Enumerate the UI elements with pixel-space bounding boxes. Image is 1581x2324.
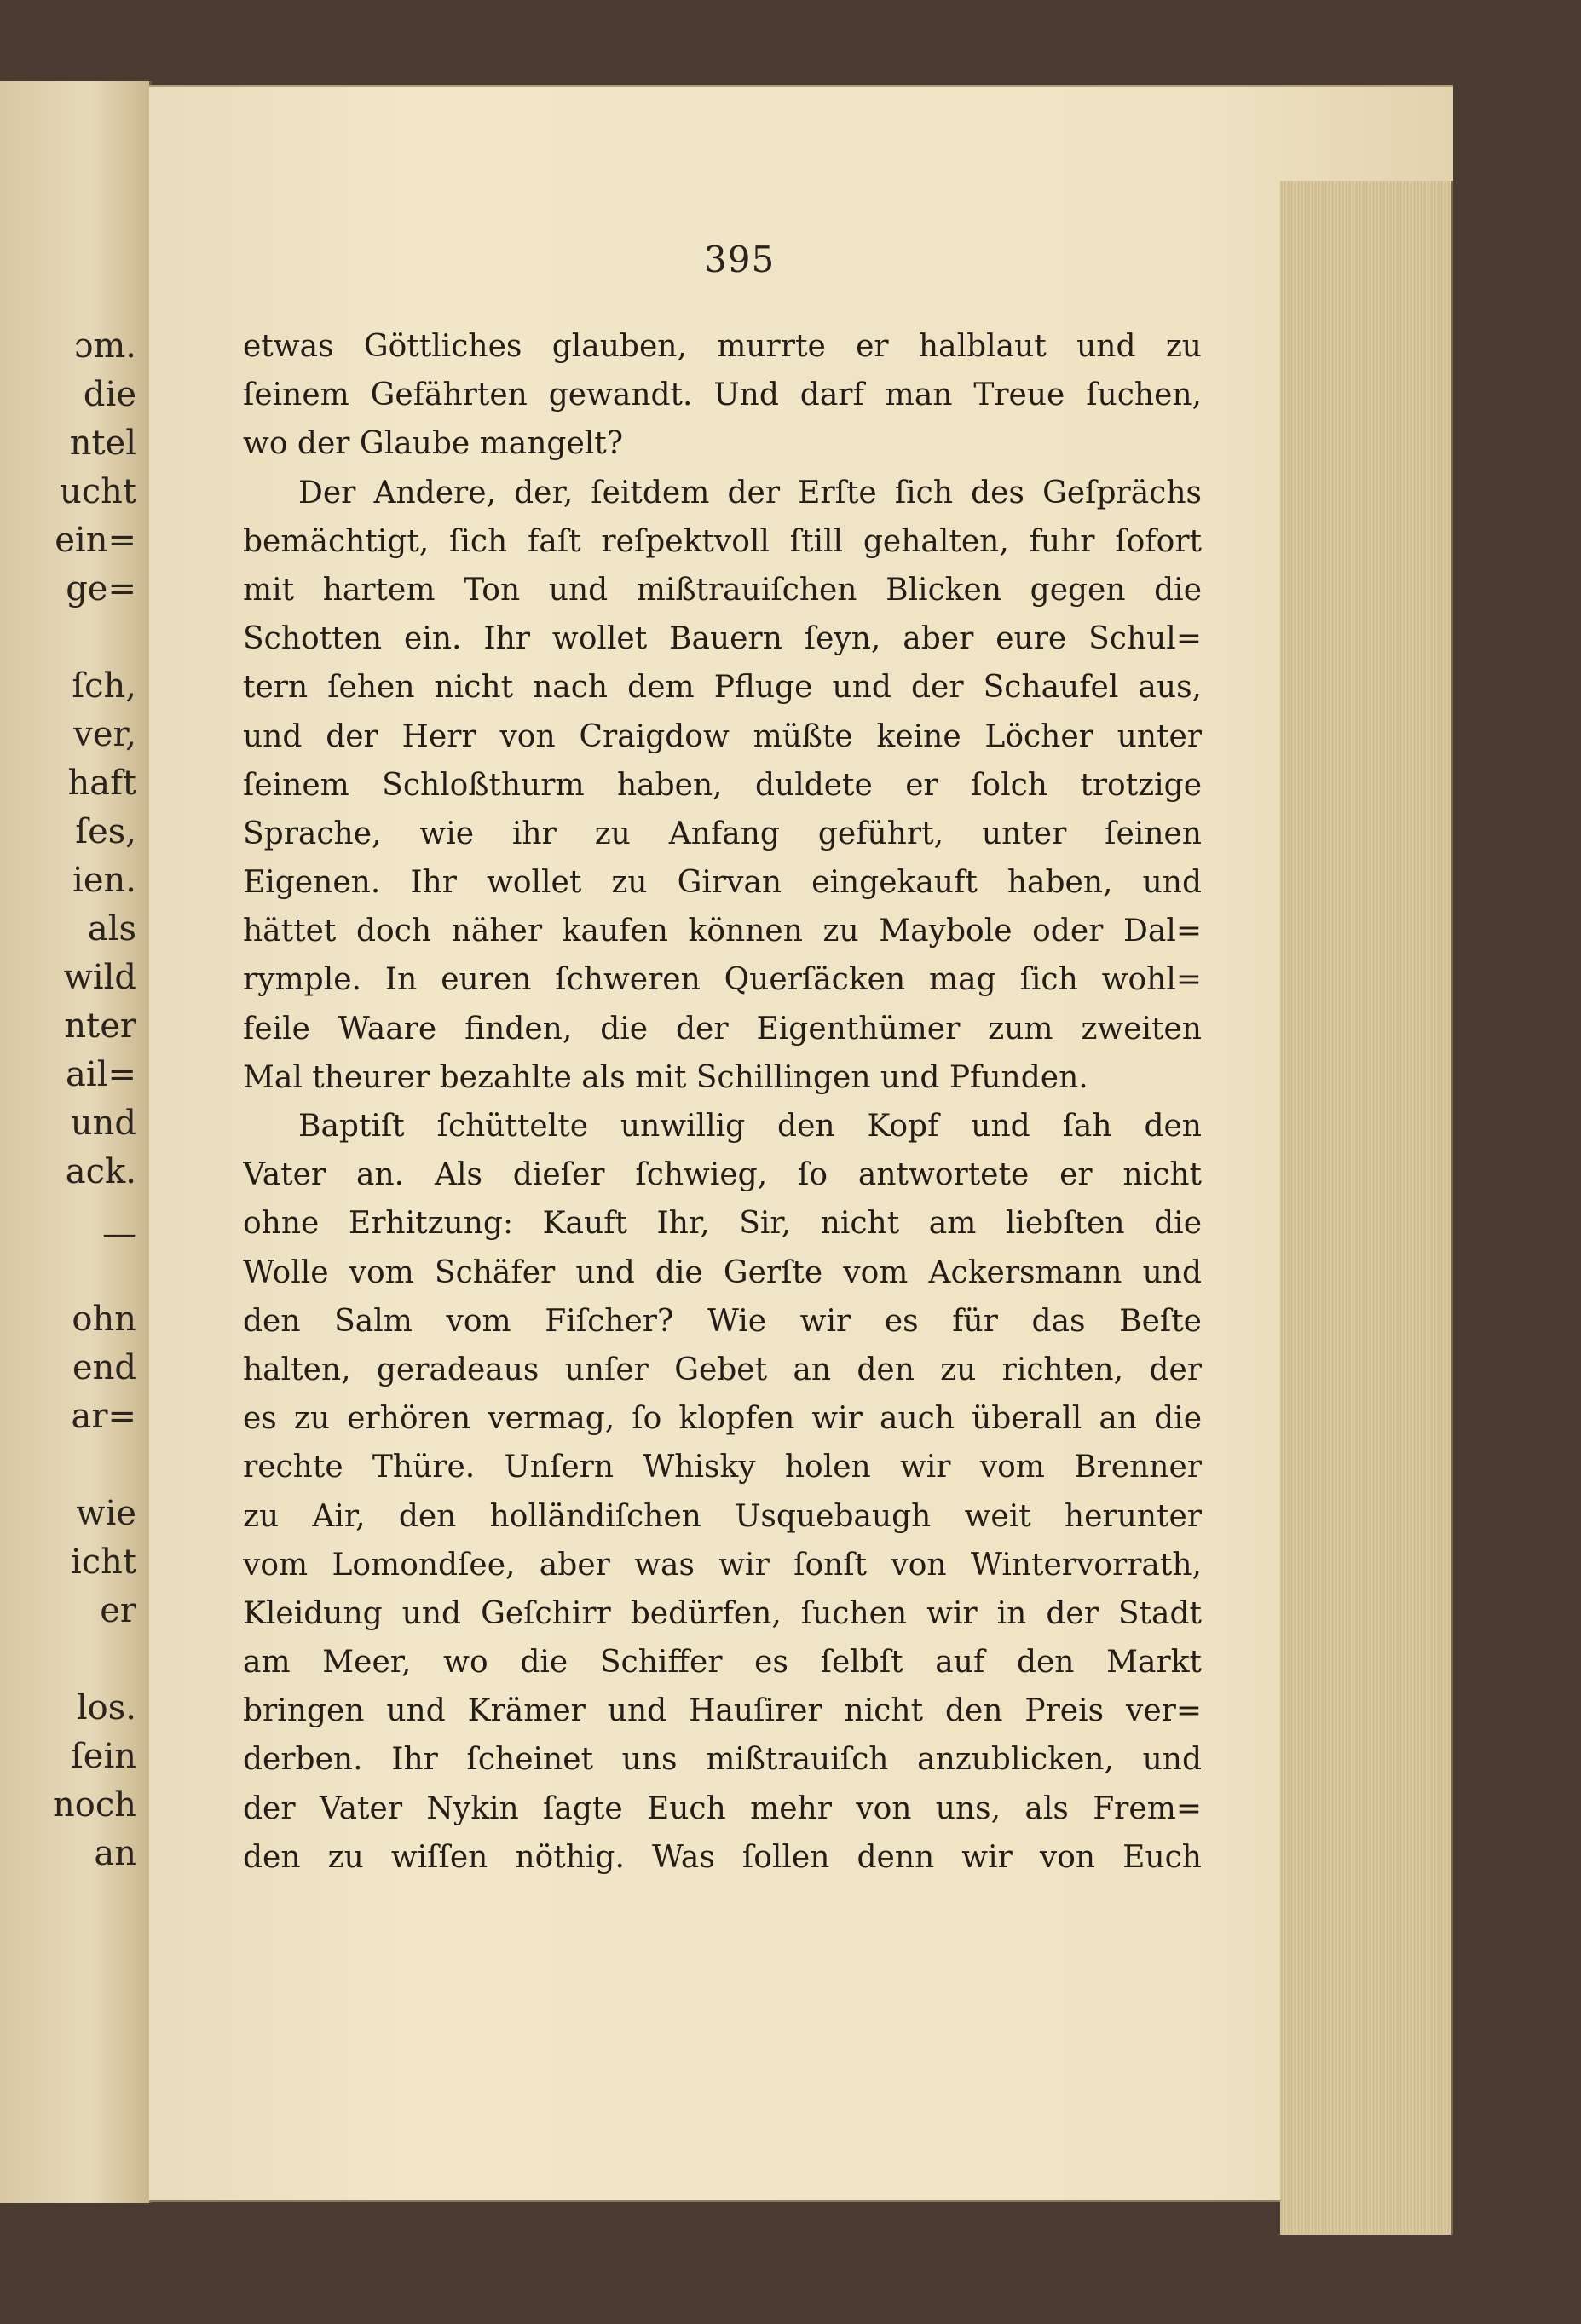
facing-page-fragment: ail= <box>66 1055 136 1094</box>
facing-page-fragment: an <box>94 1834 136 1873</box>
facing-page-fragment: und <box>70 1104 136 1143</box>
facing-page-fragment: haft <box>67 764 136 803</box>
facing-page-fragment: ohn <box>72 1300 136 1339</box>
text-line: bringen und Krämer und Hauſirer nicht den Preis ver= <box>243 1693 1202 1729</box>
text-line: Sprache, wie ihr zu Anfang geführt, unter ſeinen <box>243 816 1202 851</box>
text-line: den Salm vom Fiſcher? Wie wir es für das Beſte <box>243 1303 1202 1339</box>
facing-page-fragment: wild <box>63 958 136 997</box>
text-line: es zu erhören vermag, ſo klopfen wir auch überall an die <box>243 1401 1202 1437</box>
text-line: Schotten ein. Ihr wollet Bauern ſeyn, aber eure Schul= <box>243 621 1202 657</box>
text-line: Wolle vom Schäfer und die Gerſte vom Ackersmann und <box>243 1254 1202 1290</box>
text-line: hättet doch näher kaufen können zu Maybole oder Dal= <box>243 914 1202 949</box>
facing-page-fragment: ſes, <box>75 812 136 851</box>
text-line: ſeinem Schloßthurm haben, duldete er ſolch trotzige <box>243 767 1202 803</box>
text-line: etwas Göttliches glauben, murrte er halblaut und zu <box>243 329 1202 364</box>
facing-page-fragment: ein= <box>55 521 136 560</box>
facing-page-fragment: ar= <box>71 1397 136 1436</box>
facing-page-fragment: wie <box>76 1494 136 1533</box>
text-line: zu Air, den holländiſchen Usquebaugh weit herunter <box>243 1498 1202 1534</box>
text-line: rechte Thüre. Unſern Whisky holen wir vom Brenner <box>243 1450 1202 1485</box>
facing-page-edge <box>0 81 152 2203</box>
text-line: am Meer, wo die Schiffer es ſelbſt auf den Markt <box>243 1645 1202 1681</box>
page-block-edge <box>1280 181 1453 2235</box>
text-line: mit hartem Ton und mißtrauiſchen Blicken gegen die <box>243 572 1202 608</box>
facing-page-fragment: ge= <box>66 569 136 608</box>
facing-page-fragment: ack. <box>65 1152 136 1191</box>
text-line: der Vater Nykin ſagte Euch mehr von uns, als Frem= <box>243 1791 1202 1826</box>
text-line: rymple. In euren ſchweren Querſäcken mag ſich wohl= <box>243 962 1202 998</box>
facing-page-fragment: ɔm. <box>73 326 136 366</box>
text-line: wo der Glaube mangelt? <box>243 426 624 462</box>
facing-page-fragment: als <box>87 909 136 949</box>
facing-page-fragment: ſch, <box>72 666 136 706</box>
facing-page-fragment: ucht <box>60 472 136 511</box>
facing-page-fragment: ſein <box>70 1737 136 1776</box>
text-line: halten, geradeaus unſer Gebet an den zu richten, der <box>243 1352 1202 1387</box>
text-line: Kleidung und Geſchirr bedürfen, ſuchen wir in der Stadt <box>243 1595 1202 1631</box>
facing-page-fragment: — <box>102 1214 136 1254</box>
text-line: tern ſehen nicht nach dem Pfluge und der Schaufel aus, <box>243 670 1202 706</box>
text-line: vom Lomondſee, aber was wir ſonſt von Wintervorrath, <box>243 1547 1202 1583</box>
text-line: Eigenen. Ihr wollet zu Girvan eingekauft haben, und <box>243 865 1202 901</box>
text-line: derben. Ihr ſcheinet uns mißtrauiſch anzublicken, und <box>243 1742 1202 1778</box>
facing-page-fragment: icht <box>70 1543 136 1582</box>
text-line: den zu wiſſen nöthig. Was ſollen denn wir von Euch <box>243 1839 1202 1875</box>
text-line: Baptiſt ſchüttelte unwillig den Kopf und ſah den <box>298 1109 1202 1144</box>
facing-page-fragment: ien. <box>72 861 136 900</box>
text-line: Der Andere, der, ſeitdem der Erſte ſich des Geſprächs <box>298 475 1202 510</box>
facing-page-fragment: noch <box>52 1785 136 1825</box>
text-line: ſeinem Gefährten gewandt. Und darf man Treue ſuchen, <box>243 378 1202 413</box>
facing-page-fragment: los. <box>76 1688 136 1727</box>
facing-page-fragment: ntel <box>69 424 136 463</box>
text-line: feile Waare finden, die der Eigenthümer zum zweiten <box>243 1011 1202 1047</box>
text-line: bemächtigt, ſich faſt reſpektvoll ſtill gehalten, fuhr ſofort <box>243 523 1202 559</box>
text-line: Vater an. Als dieſer ſchwieg, ſo antwortete er nicht <box>243 1157 1202 1193</box>
text-line: Mal theurer bezahlte als mit Schillingen und Pfunden. <box>243 1059 1088 1095</box>
facing-page-fragment: end <box>72 1348 136 1387</box>
facing-page-fragment: ver, <box>73 715 136 754</box>
facing-page-fragment: die <box>83 375 136 414</box>
facing-page-fragment: nter <box>64 1006 136 1046</box>
text-line: und der Herr von Craigdow müßte keine Löcher unter <box>243 718 1202 754</box>
text-line: ohne Erhitzung: Kauft Ihr, Sir, nicht am liebſten die <box>243 1206 1202 1242</box>
facing-page-fragment: er <box>100 1591 136 1630</box>
body-text <box>243 322 1202 1882</box>
